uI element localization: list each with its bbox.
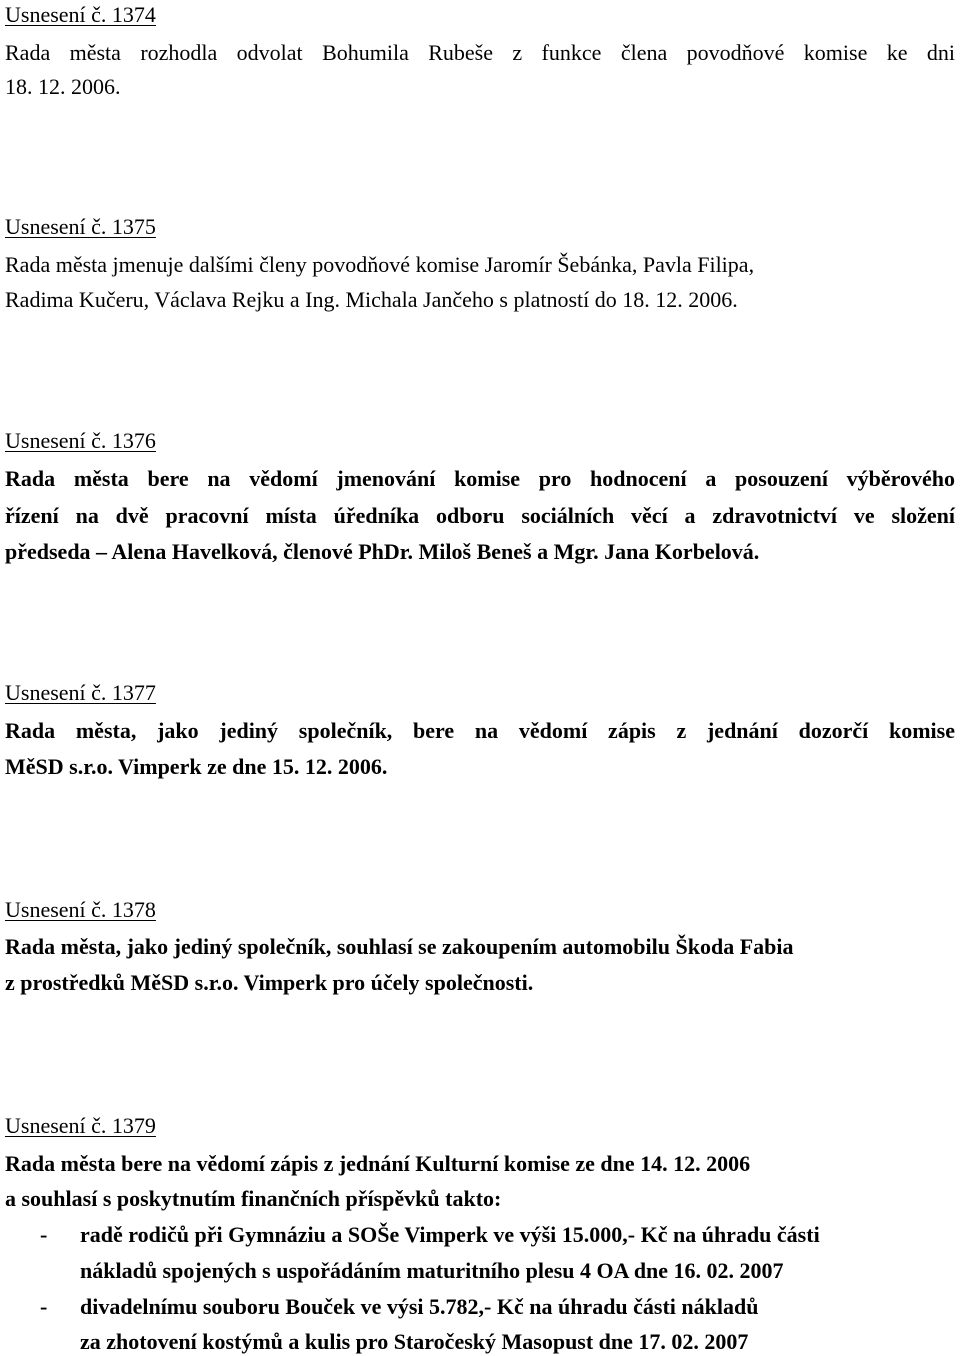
resolution-1379-line-2: a souhlasí s poskytnutím finančních příspěvků takto: <box>5 1186 502 1211</box>
list-item-1-line-2: nákladů spojených s uspořádáním maturitního plesu 4 OA dne 16. 02. 2007 <box>80 1258 784 1283</box>
resolution-1375-line-1: Rada města jmenuje dalšími členy povodňové komise Jaromír Šebánka, Pavla Filipa, <box>5 252 755 277</box>
resolution-1377-line-1: Rada města, jako jediný společník, bere na vědomí zápis z jednání dozorčí komise <box>5 718 955 743</box>
resolution-heading-1376: Usnesení č. 1376 <box>5 428 156 453</box>
resolution-1379-line-1: Rada města bere na vědomí zápis z jednání Kulturní komise ze dne 14. 12. 2006 <box>5 1151 751 1176</box>
resolution-heading-1377: Usnesení č. 1377 <box>5 680 156 705</box>
resolution-heading-1374: Usnesení č. 1374 <box>5 2 156 27</box>
resolution-1376-line-3: předseda – Alena Havelková, členové PhDr. Miloš Beneš a Mgr. Jana Korbelová. <box>5 539 760 564</box>
resolution-1378-line-2: z prostředků MěSD s.r.o. Vimperk pro účely společnosti. <box>5 970 534 995</box>
resolution-heading-1375: Usnesení č. 1375 <box>5 214 156 239</box>
list-bullet: - <box>40 1222 48 1247</box>
list-bullet: - <box>40 1294 48 1319</box>
resolution-heading-1378: Usnesení č. 1378 <box>5 897 156 922</box>
resolution-1374-line-1: Rada města rozhodla odvolat Bohumila Rubeše z funkce člena povodňové komise ke dni <box>5 40 955 65</box>
resolution-heading-1379: Usnesení č. 1379 <box>5 1113 156 1138</box>
resolution-1376-line-1: Rada města bere na vědomí jmenování komise pro hodnocení a posouzení výběrového <box>5 466 955 491</box>
resolution-1375-line-2: Radima Kučeru, Václava Rejku a Ing. Michala Jančeho s platností do 18. 12. 2006. <box>5 287 738 312</box>
resolution-1374-line-2: 18. 12. 2006. <box>5 74 121 99</box>
resolution-1378-line-1: Rada města, jako jediný společník, souhlasí se zakoupením automobilu Škoda Fabia <box>5 934 794 959</box>
list-item-1-line-1: radě rodičů při Gymnáziu a SOŠe Vimperk ve výši 15.000,- Kč na úhradu části <box>80 1222 820 1247</box>
list-item-2-line-1: divadelnímu souboru Bouček ve výsi 5.782,- Kč na úhradu části nákladů <box>80 1294 759 1319</box>
resolution-1377-line-2: MěSD s.r.o. Vimperk ze dne 15. 12. 2006. <box>5 754 388 779</box>
resolution-1376-line-2: řízení na dvě pracovní místa úředníka odboru sociálních věcí a zdravotnictví ve složení <box>5 503 955 528</box>
list-item-2-line-2: za zhotovení kostýmů a kulis pro Staročeský Masopust dne 17. 02. 2007 <box>80 1329 749 1354</box>
